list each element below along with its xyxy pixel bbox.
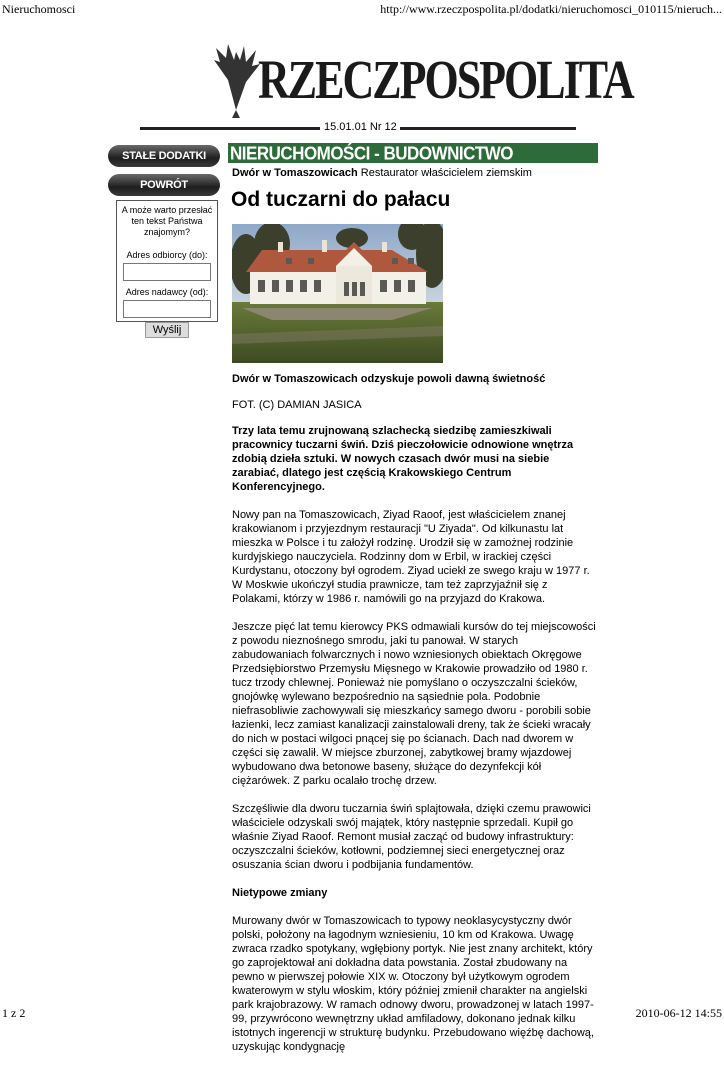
issue-date: 15.01.01 Nr 12 [324,121,397,133]
dateline-rule [140,127,320,130]
kicker [232,167,532,179]
print-timestamp: 2010-06-12 14:55 [635,1006,722,1020]
article-paragraph: Jeszcze pięć lat temu kierowcy PKS odmawiali kursów do tej miejscowości z powodu nieznośnego smrodu, jaki tu panował. W starych zabudowaniach folwarcznych i nowo wzniesionych obiektach Okręgowe Przedsiębiorstwo Przemysłu Mięsnego w Krakowie prowadziło od 1980 r. tucz trzody chlewnej. Ponieważ nie pomyślano o oczyszczalni ścieków, gnojówkę wylewano bezpośrednio na sąsiednie pola. Podobnie niefrasobliwie zachowywali się mieszkańcy samego dworu - porobili sobie łazienki, lecz zamiast kanalizacji zainstalowali dreny, tak że ścieki wracały do nich w postaci wilgoci pnącej się po ścianach. Dach nad dworem w części się zawalił. W miejsce zburzonej, zabytkowej bramy wjazdowej wybudowano dwa betonowe baseny, służące do dezynfekcji kół ciężarówek. Z parku ocalało trochę drzew. [232,621,596,787]
send-button[interactable]: Wyślij [145,322,189,338]
photo-credit: FOT. (C) DAMIAN JASICA [232,399,362,411]
print-header-url: http://www.rzeczpospolita.pl/dodatki/nieruchomosci_010115/nieruch... [380,2,722,16]
photo-caption: Dwór w Tomaszowicach odzyskuje powoli dawną świetność [232,373,546,385]
masthead-logo [206,40,633,120]
sender-label: Adres nadawcy (od): [125,287,209,297]
article-paragraph: Murowany dwór w Tomaszowicach to typowy neoklasycystyczny dwór polski, położony na łagodnym wzniesieniu, 10 km od Krakowa. Uwagę zwraca rzadko spotykany, wgłębiony portyk. Nie jest znany architekt, który go zaprojektował ani dokładna data powstania. Został zbudowany na pewno w pierwszej połowie XIX w. Otoczony był użytkowym ogrodem kwaterowym w stylu włoskim, który później zmienił charakter na angielski park krajobrazowy. W ramach odnowy dworu, prowadzonej w latach 1997-99, przywrócono wewnętrzny układ amfiladowy, dokonano jednak kilku istotnych ingerencji w strukturę budynku. Przebudowano więźbę dachową, uzyskując kondygnację [232,915,594,1053]
print-header [2,2,722,16]
masthead-title: RZECZPOSPOLITA [258,49,633,111]
stale-dodatki-button[interactable]: STAŁE DODATKI [108,145,220,167]
send-article-form [116,200,218,336]
dateline [140,121,576,135]
article-subheading: Nietypowe zmiany [232,887,328,899]
dateline-rule [400,127,576,130]
article-headline: Od tuczarni do pałacu [231,188,451,211]
kicker-location: Dwór w Tomaszowicach [232,167,358,179]
article-paragraph: Szczęśliwie dla dworu tuczarnia świń splajtowała, dzięki czemu prawowici właściciele odzyskali swój majątek, który następnie sprzedali. Kupił go właśnie Ziyad Raoof. Remont musiał zacząć od budowy infrastruktury: oczyszczalni ścieków, kotłowni, podziemnej sieci energetycznej oraz osuszania ścian dworu i podbijania fundamentów. [232,803,591,871]
eagle-emblem-icon [206,40,266,120]
section-title: NIERUCHOMOŚCI - BUDOWNICTWO [230,143,514,164]
recipient-label: Adres odbiorcy (do): [126,250,208,260]
article-body [232,372,596,1068]
section-banner [228,143,598,163]
send-prompt: A może warto przesłać ten tekst Państwa znajomym? [121,205,213,237]
print-footer [2,1006,722,1020]
article-lead: Trzy lata temu zrujnowaną szlachecką siedzibę zamieszkiwali pracownicy tuczarni świń. Dziś pieczołowicie odnowione wnętrza zdobią dzieła sztuki. W nowych czasach dwór musi na siebie zarabiać, dlatego jest częścią Krakowskiego Centrum Konferencyjnego. [232,425,574,493]
recipient-email-field[interactable] [123,263,211,281]
powrot-button[interactable]: POWRÓT [108,174,220,196]
manor-house-photo [232,224,443,363]
page-counter: 1 z 2 [2,1006,26,1020]
article-paragraph: Nowy pan na Tomaszowicach, Ziyad Raoof, jest właścicielem znanej krakowianom i przyjezdnym restauracji "U Ziyada". Od kilkunastu lat mieszka w Polsce i tu założył rodzinę. Urodził się w zamożnej rodzinie kurdyjskiego nauczyciela. Rodzinny dom w Erbil, w irackiej części Kurdystanu, otoczony był ogrodem. Ziyad uciekł ze swego kraju w 1977 r. W Moskwie ukończył studia prawnicze, tam też zaprzyjaźnił się z Polakami, którzy w 1986 r. namówili go na przyjazd do Krakowa. [232,509,590,605]
kicker-text: Restaurator właścicielem ziemskim [357,167,532,179]
sender-email-field[interactable] [123,300,211,318]
print-header-title: Nieruchomosci [2,2,76,16]
